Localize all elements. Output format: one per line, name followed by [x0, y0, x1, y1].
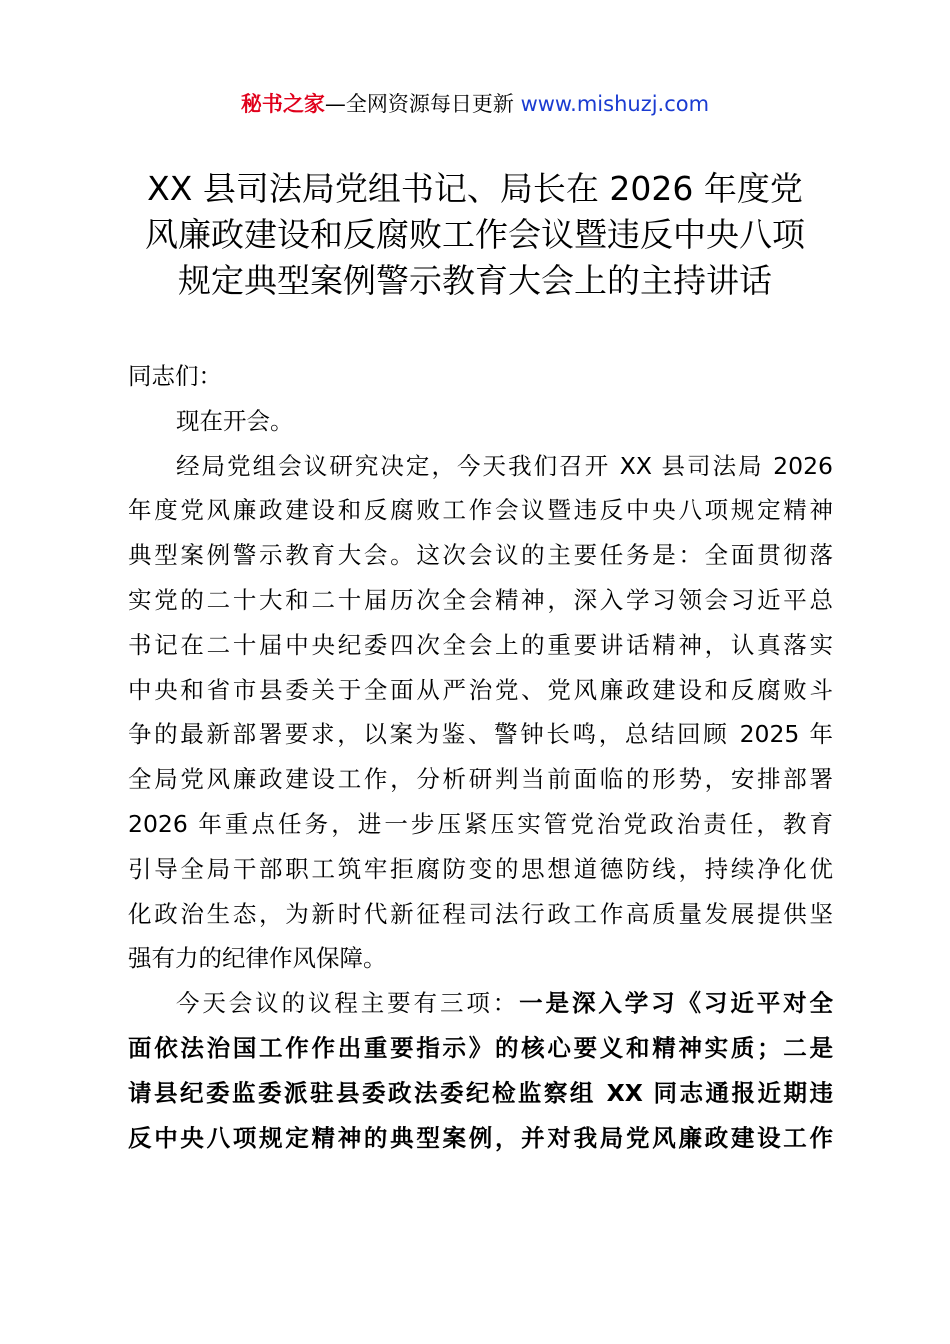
paragraph-line: 经局党组会议研究决定，今天我们召开 XX 县司法局 2026	[176, 451, 833, 480]
paragraph-line: 全局党风廉政建设工作，分析研判当前面临的形势，安排部署	[128, 765, 833, 794]
site-tagline: —全网资源每日更新	[324, 92, 521, 116]
salutation: 同志们：	[128, 362, 222, 390]
title-line-3: 规定典型案例警示教育大会上的主持讲话	[178, 261, 772, 300]
paragraph-line: 典型案例警示教育大会。这次会议的主要任务是：全面贯彻落	[128, 541, 833, 570]
paragraph-line: 强有力的纪律作风保障。	[128, 944, 387, 973]
site-header	[0, 88, 950, 120]
paragraph-line: 面依法治国工作作出重要指示》的核心要义和精神实质；二是	[128, 1033, 833, 1062]
paragraph-line: 中央和省市县委关于全面从严治党、党风廉政建设和反腐败斗	[128, 675, 833, 704]
title-line-1: XX 县司法局党组书记、局长在 2026 年度党	[147, 169, 803, 208]
opening-line: 现在开会。	[176, 406, 294, 435]
paragraph-2	[128, 981, 833, 1160]
paragraph-line: 2026 年重点任务，进一步压紧压实管党治党政治责任，教育	[128, 809, 833, 838]
paragraph-line: 年度党风廉政建设和反腐败工作会议暨违反中央八项规定精神	[128, 496, 833, 525]
paragraph-line: 化政治生态，为新时代新征程司法行政工作高质量发展提供坚	[128, 899, 833, 928]
agenda-bold-start: 一是深入学习《习近平对全	[519, 989, 834, 1018]
paragraph-line: 引导全局干部职工筑牢拒腐防变的思想道德防线，持续净化优	[128, 854, 833, 883]
title-line-2: 风廉政建设和反腐败工作会议暨违反中央八项	[145, 215, 805, 254]
document-title	[110, 166, 840, 304]
paragraph-line	[128, 981, 833, 1026]
agenda-intro: 今天会议的议程主要有三项：	[176, 989, 520, 1018]
paragraph-line: 实党的二十大和二十届历次全会精神，深入学习领会习近平总	[128, 585, 833, 614]
site-brand: 秘书之家	[240, 92, 325, 116]
paragraph-line: 书记在二十届中央纪委四次全会上的重要讲话精神，认真落实	[128, 630, 833, 659]
paragraph-line: 请县纪委监委派驻县委政法委纪检监察组 XX 同志通报近期违	[128, 1078, 833, 1107]
document-body	[128, 354, 833, 1160]
paragraph-1	[128, 444, 833, 982]
paragraph-line: 反中央八项规定精神的典型案例，并对我局党风廉政建设工作	[128, 1123, 833, 1152]
paragraph-line: 争的最新部署要求，以案为鉴、警钟长鸣，总结回顾 2025 年	[128, 720, 833, 749]
site-url-link[interactable]: www.mishuzj.com	[520, 92, 710, 116]
